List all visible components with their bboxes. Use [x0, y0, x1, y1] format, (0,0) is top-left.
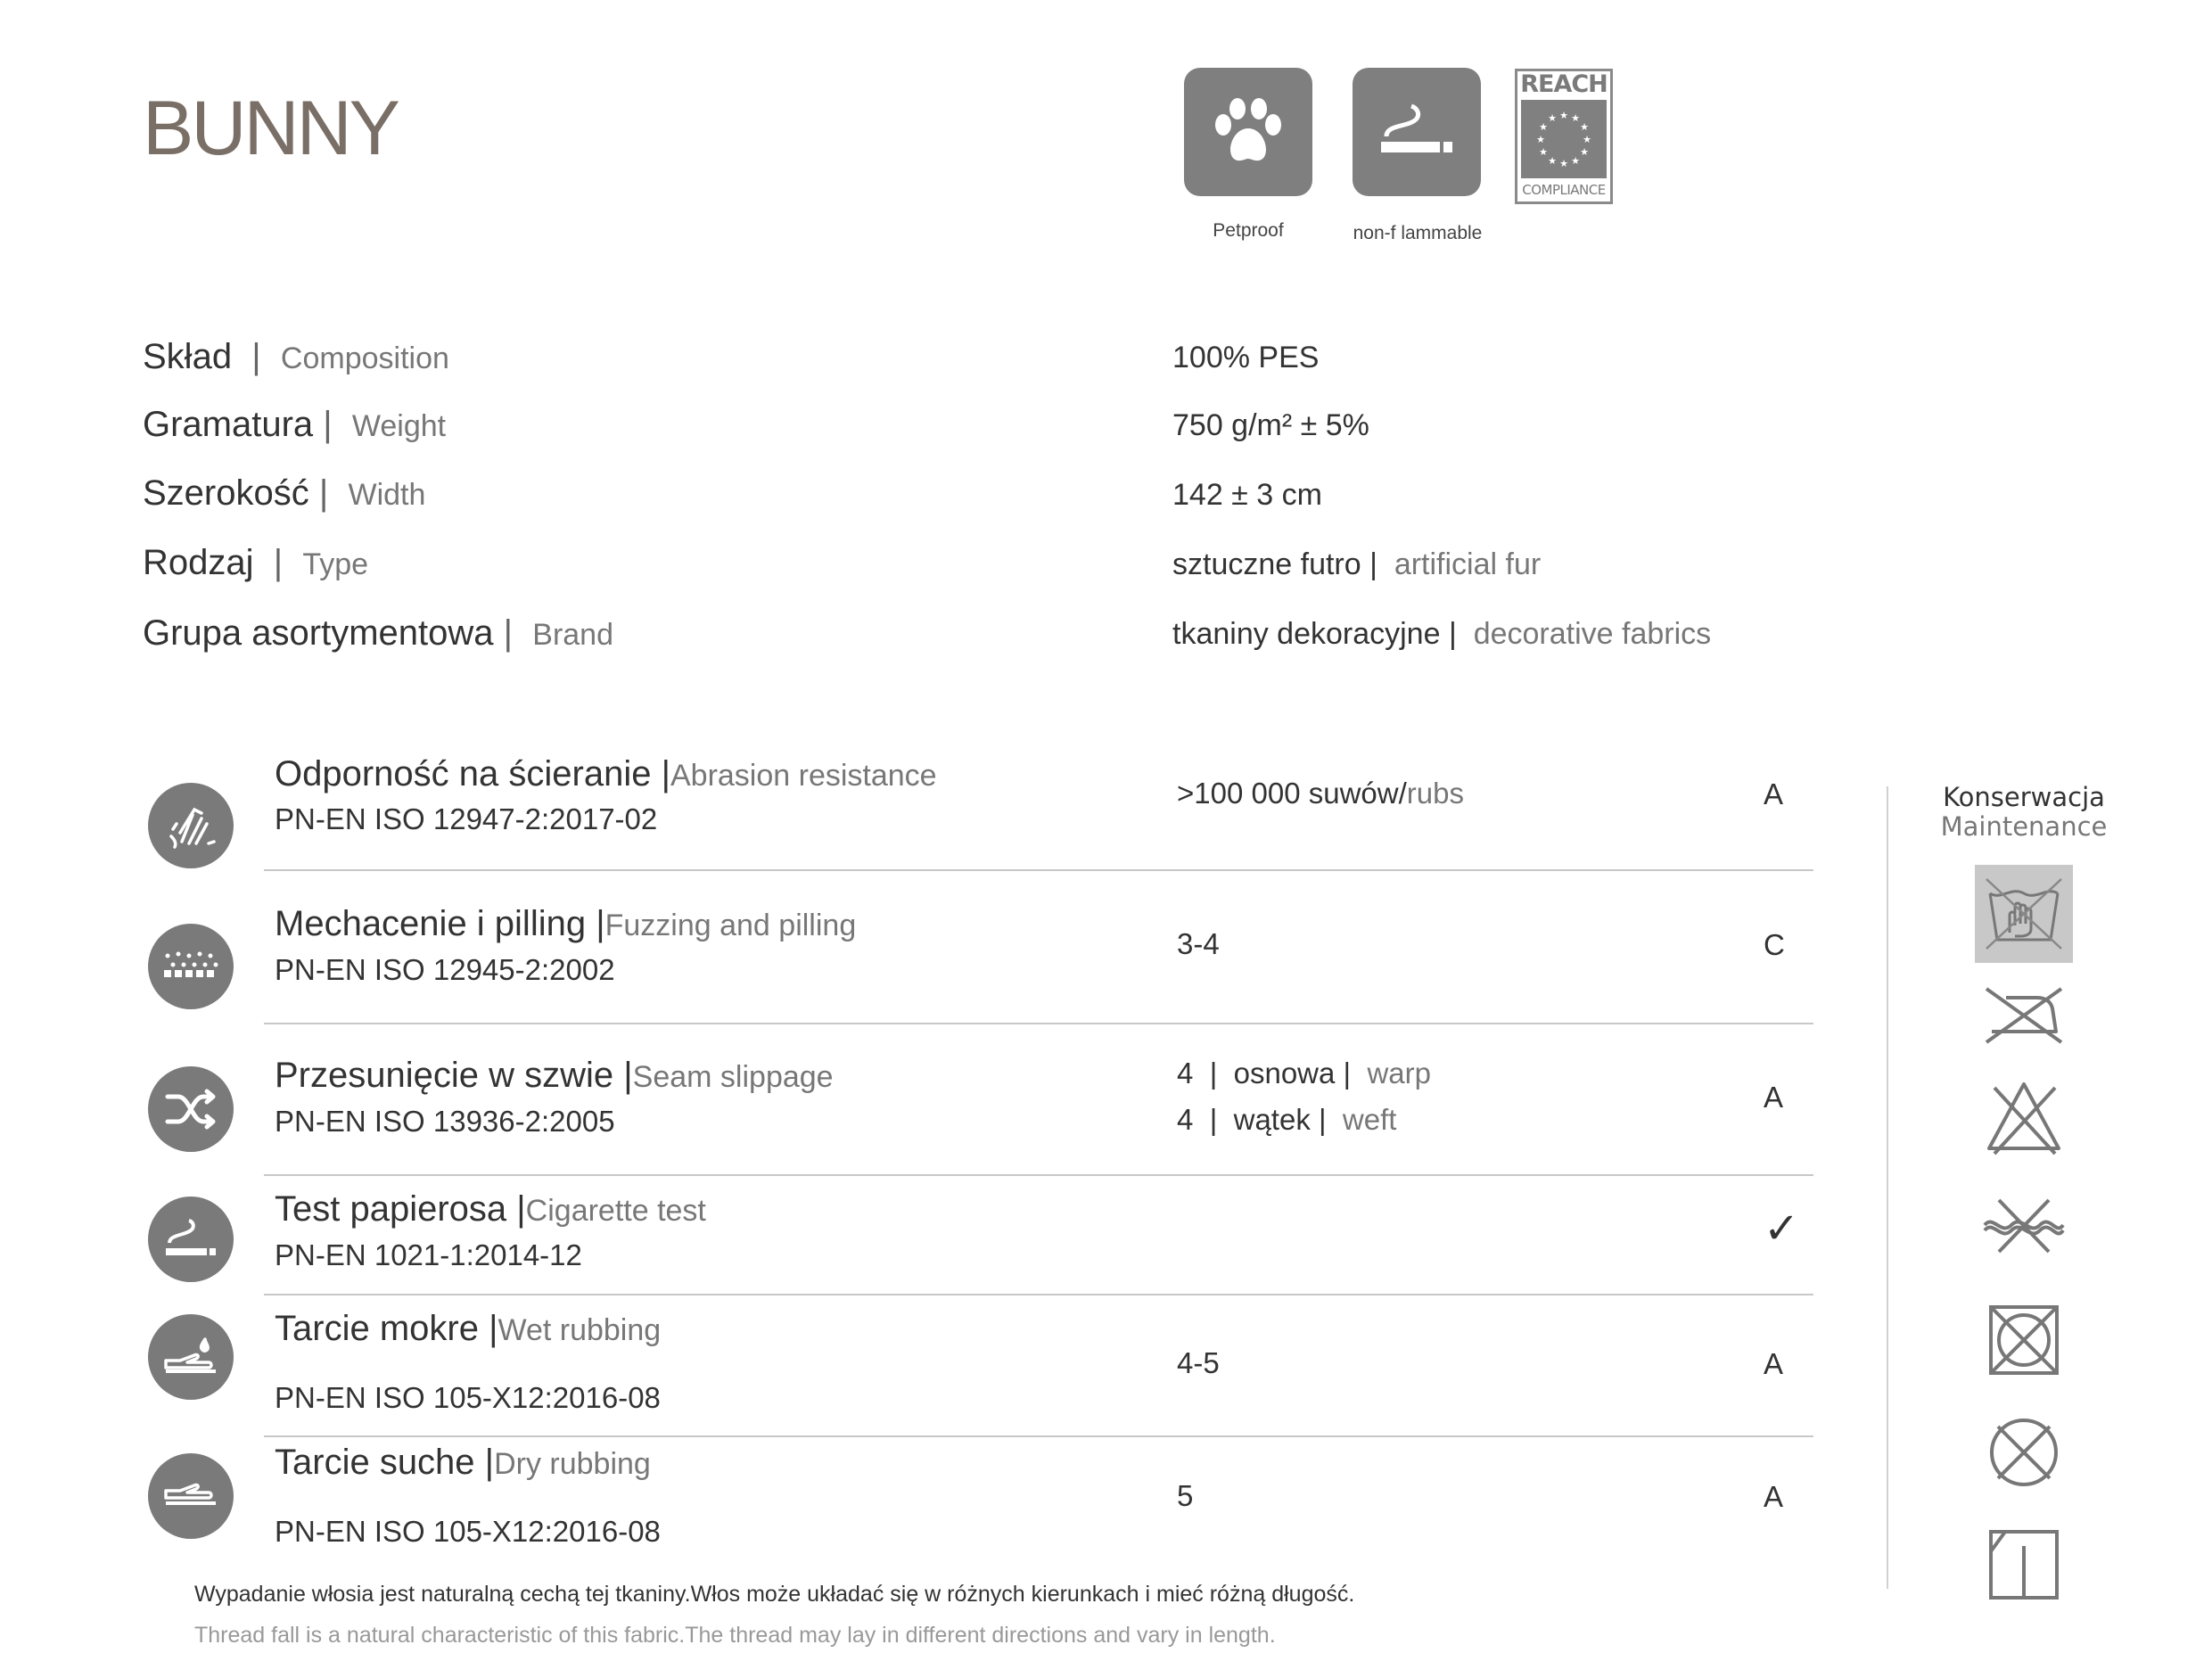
test-name-wet-rubbing: Tarcie mokre |Wet rubbing: [275, 1309, 662, 1348]
test-grade: C: [1764, 928, 1785, 961]
test-name-pl: Odporność na ścieranie: [275, 754, 652, 794]
svg-text:★: ★: [1583, 134, 1591, 145]
hand-wash-icon: [1975, 865, 2073, 963]
test-value-wet-rubbing: 4-5: [1177, 1346, 1220, 1379]
warp-label-pl: osnowa: [1233, 1057, 1336, 1090]
spec-label-pl: Grupa asortymentowa: [143, 613, 494, 653]
spec-label-composition: Skład | Composition: [143, 337, 449, 376]
test-standard: PN-EN ISO 105-X12:2016-08: [275, 1515, 661, 1548]
spec-label-en: Width: [348, 478, 426, 512]
spec-label-pl: Gramatura: [143, 405, 314, 444]
svg-text:★: ★: [1571, 112, 1580, 124]
test-name-en: Cigarette test: [525, 1194, 706, 1228]
pilling-icon: [148, 924, 234, 1009]
eu-stars-icon: [1521, 100, 1607, 178]
svg-text:★: ★: [1536, 134, 1545, 145]
spec-label-pl: Rodzaj: [143, 543, 254, 582]
spec-value-brand: tkaniny dekoracyjne | decorative fabrics: [1172, 617, 1712, 651]
wet-rubbing-icon: [148, 1314, 234, 1400]
spec-value-pl: sztuczne futro: [1172, 547, 1361, 581]
line-dry-icon: [1975, 1516, 2073, 1614]
test-standard: PN-EN ISO 12945-2:2002: [275, 953, 615, 986]
cigarette-icon: [1353, 68, 1481, 196]
badge-label-petproof: Petproof: [1213, 220, 1284, 241]
test-value-warp: 4 | osnowa | warp: [1177, 1057, 1431, 1090]
row-divider: [264, 1023, 1813, 1024]
test-standard: PN-EN ISO 12947-2:2017-02: [275, 802, 658, 835]
test-name-pilling: Mechacenie i pilling |Fuzzing and pilling: [275, 904, 857, 943]
warp-label-en: warp: [1367, 1057, 1431, 1090]
check-mark-icon: ✓: [1764, 1205, 1800, 1253]
test-value-weft: 4 | wątek | weft: [1177, 1103, 1397, 1136]
spec-value-pl: tkaniny dekoracyjne: [1172, 617, 1441, 651]
test-name-cigarette: Test papierosa |Cigarette test: [275, 1189, 706, 1229]
reach-compliance-icon: [1515, 69, 1613, 204]
seam-slippage-icon: [148, 1066, 234, 1152]
maintenance-divider: [1887, 786, 1888, 1589]
row-divider: [264, 1174, 1813, 1176]
test-grade: A: [1764, 1347, 1784, 1380]
spec-label-en: Brand: [532, 618, 613, 652]
abrasion-icon: [148, 783, 234, 868]
test-value-main: >100 000 suwów/: [1177, 777, 1407, 810]
paw-icon: [1184, 68, 1312, 196]
spec-value-en: artificial fur: [1394, 547, 1542, 581]
weft-number: 4: [1177, 1103, 1194, 1136]
weft-label-pl: wątek: [1233, 1103, 1311, 1136]
test-name-pl: Przesunięcie w szwie: [275, 1056, 614, 1095]
maintenance-title-en: Maintenance: [1940, 811, 2108, 842]
dry-rubbing-icon: [148, 1453, 234, 1539]
test-value-dry-rubbing: 5: [1177, 1479, 1194, 1512]
svg-text:★: ★: [1548, 155, 1557, 167]
weft-label-en: weft: [1342, 1103, 1397, 1136]
spec-label-en: Weight: [351, 409, 447, 443]
test-standard: PN-EN 1021-1:2014-12: [275, 1238, 582, 1271]
no-tumble-dry-icon: [1975, 1291, 2073, 1389]
test-value-abrasion: [1177, 770, 1464, 817]
test-name-en: Fuzzing and pilling: [604, 909, 857, 942]
row-divider: [264, 1294, 1813, 1295]
spec-value-composition: 100% PES: [1172, 341, 1320, 374]
no-bleach-icon: [1975, 1068, 2073, 1166]
svg-text:★: ★: [1580, 121, 1589, 133]
row-divider: [264, 869, 1813, 871]
test-name-en: Seam slippage: [632, 1060, 834, 1094]
test-value-unit: rubs: [1406, 777, 1464, 810]
test-name-en: Dry rubbing: [494, 1447, 651, 1481]
test-standard: PN-EN ISO 13936-2:2005: [275, 1105, 615, 1138]
test-grade: A: [1764, 777, 1784, 810]
test-name-en: Abrasion resistance: [670, 759, 937, 793]
svg-text:★: ★: [1559, 158, 1568, 169]
badge-label-nonflammable: non-f lammable: [1353, 223, 1483, 243]
product-title: BUNNY: [143, 86, 399, 171]
spec-label-pl: Szerokość: [143, 473, 309, 513]
maintenance-title-pl: Konserwacja: [1943, 782, 2105, 812]
svg-text:★: ★: [1539, 121, 1548, 133]
spec-label-en: Type: [302, 547, 369, 581]
svg-text:★: ★: [1571, 155, 1580, 167]
test-grade: A: [1764, 1081, 1784, 1114]
test-name-pl: Tarcie suche: [275, 1443, 475, 1482]
no-wring-icon: [1975, 1177, 2073, 1275]
svg-text:★: ★: [1548, 112, 1557, 124]
no-iron-icon: [1975, 965, 2073, 1063]
spec-value-weight: 750 g/m² ± 5%: [1172, 408, 1369, 442]
spec-label-en: Composition: [280, 341, 449, 375]
test-name-seam: Przesunięcie w szwie |Seam slippage: [275, 1056, 834, 1095]
spec-value-type: sztuczne futro | artificial fur: [1172, 547, 1542, 581]
reach-title: REACH: [1520, 70, 1608, 98]
test-name-pl: Mechacenie i pilling: [275, 904, 587, 943]
test-name-pl: Tarcie mokre: [275, 1309, 479, 1348]
spec-label-brand: Grupa asortymentowa | Brand: [143, 613, 613, 653]
footer-note-pl: Wypadanie włosia jest naturalną cechą tej tkaniny.Włos może układać się w różnych kierunkach i mieć różną długość.: [194, 1582, 1355, 1607]
test-name-pl: Test papierosa: [275, 1189, 507, 1229]
warp-number: 4: [1177, 1057, 1194, 1090]
spec-value-en: decorative fabrics: [1473, 617, 1712, 651]
footer-note-en: Thread fall is a natural characteristic of this fabric.The thread may lay in different directions and vary in length.: [194, 1623, 1276, 1648]
reach-subtitle: COMPLIANCE: [1522, 182, 1606, 198]
test-name-abrasion: Odporność na ścieranie |Abrasion resistance: [275, 754, 937, 794]
spec-label-width: Szerokość | Width: [143, 473, 426, 513]
test-standard: PN-EN ISO 105-X12:2016-08: [275, 1381, 661, 1414]
test-grade: A: [1764, 1480, 1784, 1513]
spec-label-weight: Gramatura | Weight: [143, 405, 447, 444]
spec-label-type: Rodzaj | Type: [143, 543, 369, 582]
svg-text:★: ★: [1580, 146, 1589, 158]
svg-text:★: ★: [1559, 110, 1568, 121]
cigarette-test-icon: [148, 1197, 234, 1282]
spec-value-width: 142 ± 3 cm: [1172, 478, 1322, 512]
test-value-pilling: 3-4: [1177, 927, 1220, 960]
svg-text:★: ★: [1539, 146, 1548, 158]
row-divider: [264, 1435, 1813, 1437]
test-name-dry-rubbing: Tarcie suche |Dry rubbing: [275, 1443, 651, 1482]
test-name-en: Wet rubbing: [497, 1313, 662, 1347]
no-dry-clean-icon: [1975, 1403, 2073, 1501]
spec-label-pl: Skład: [143, 337, 233, 376]
